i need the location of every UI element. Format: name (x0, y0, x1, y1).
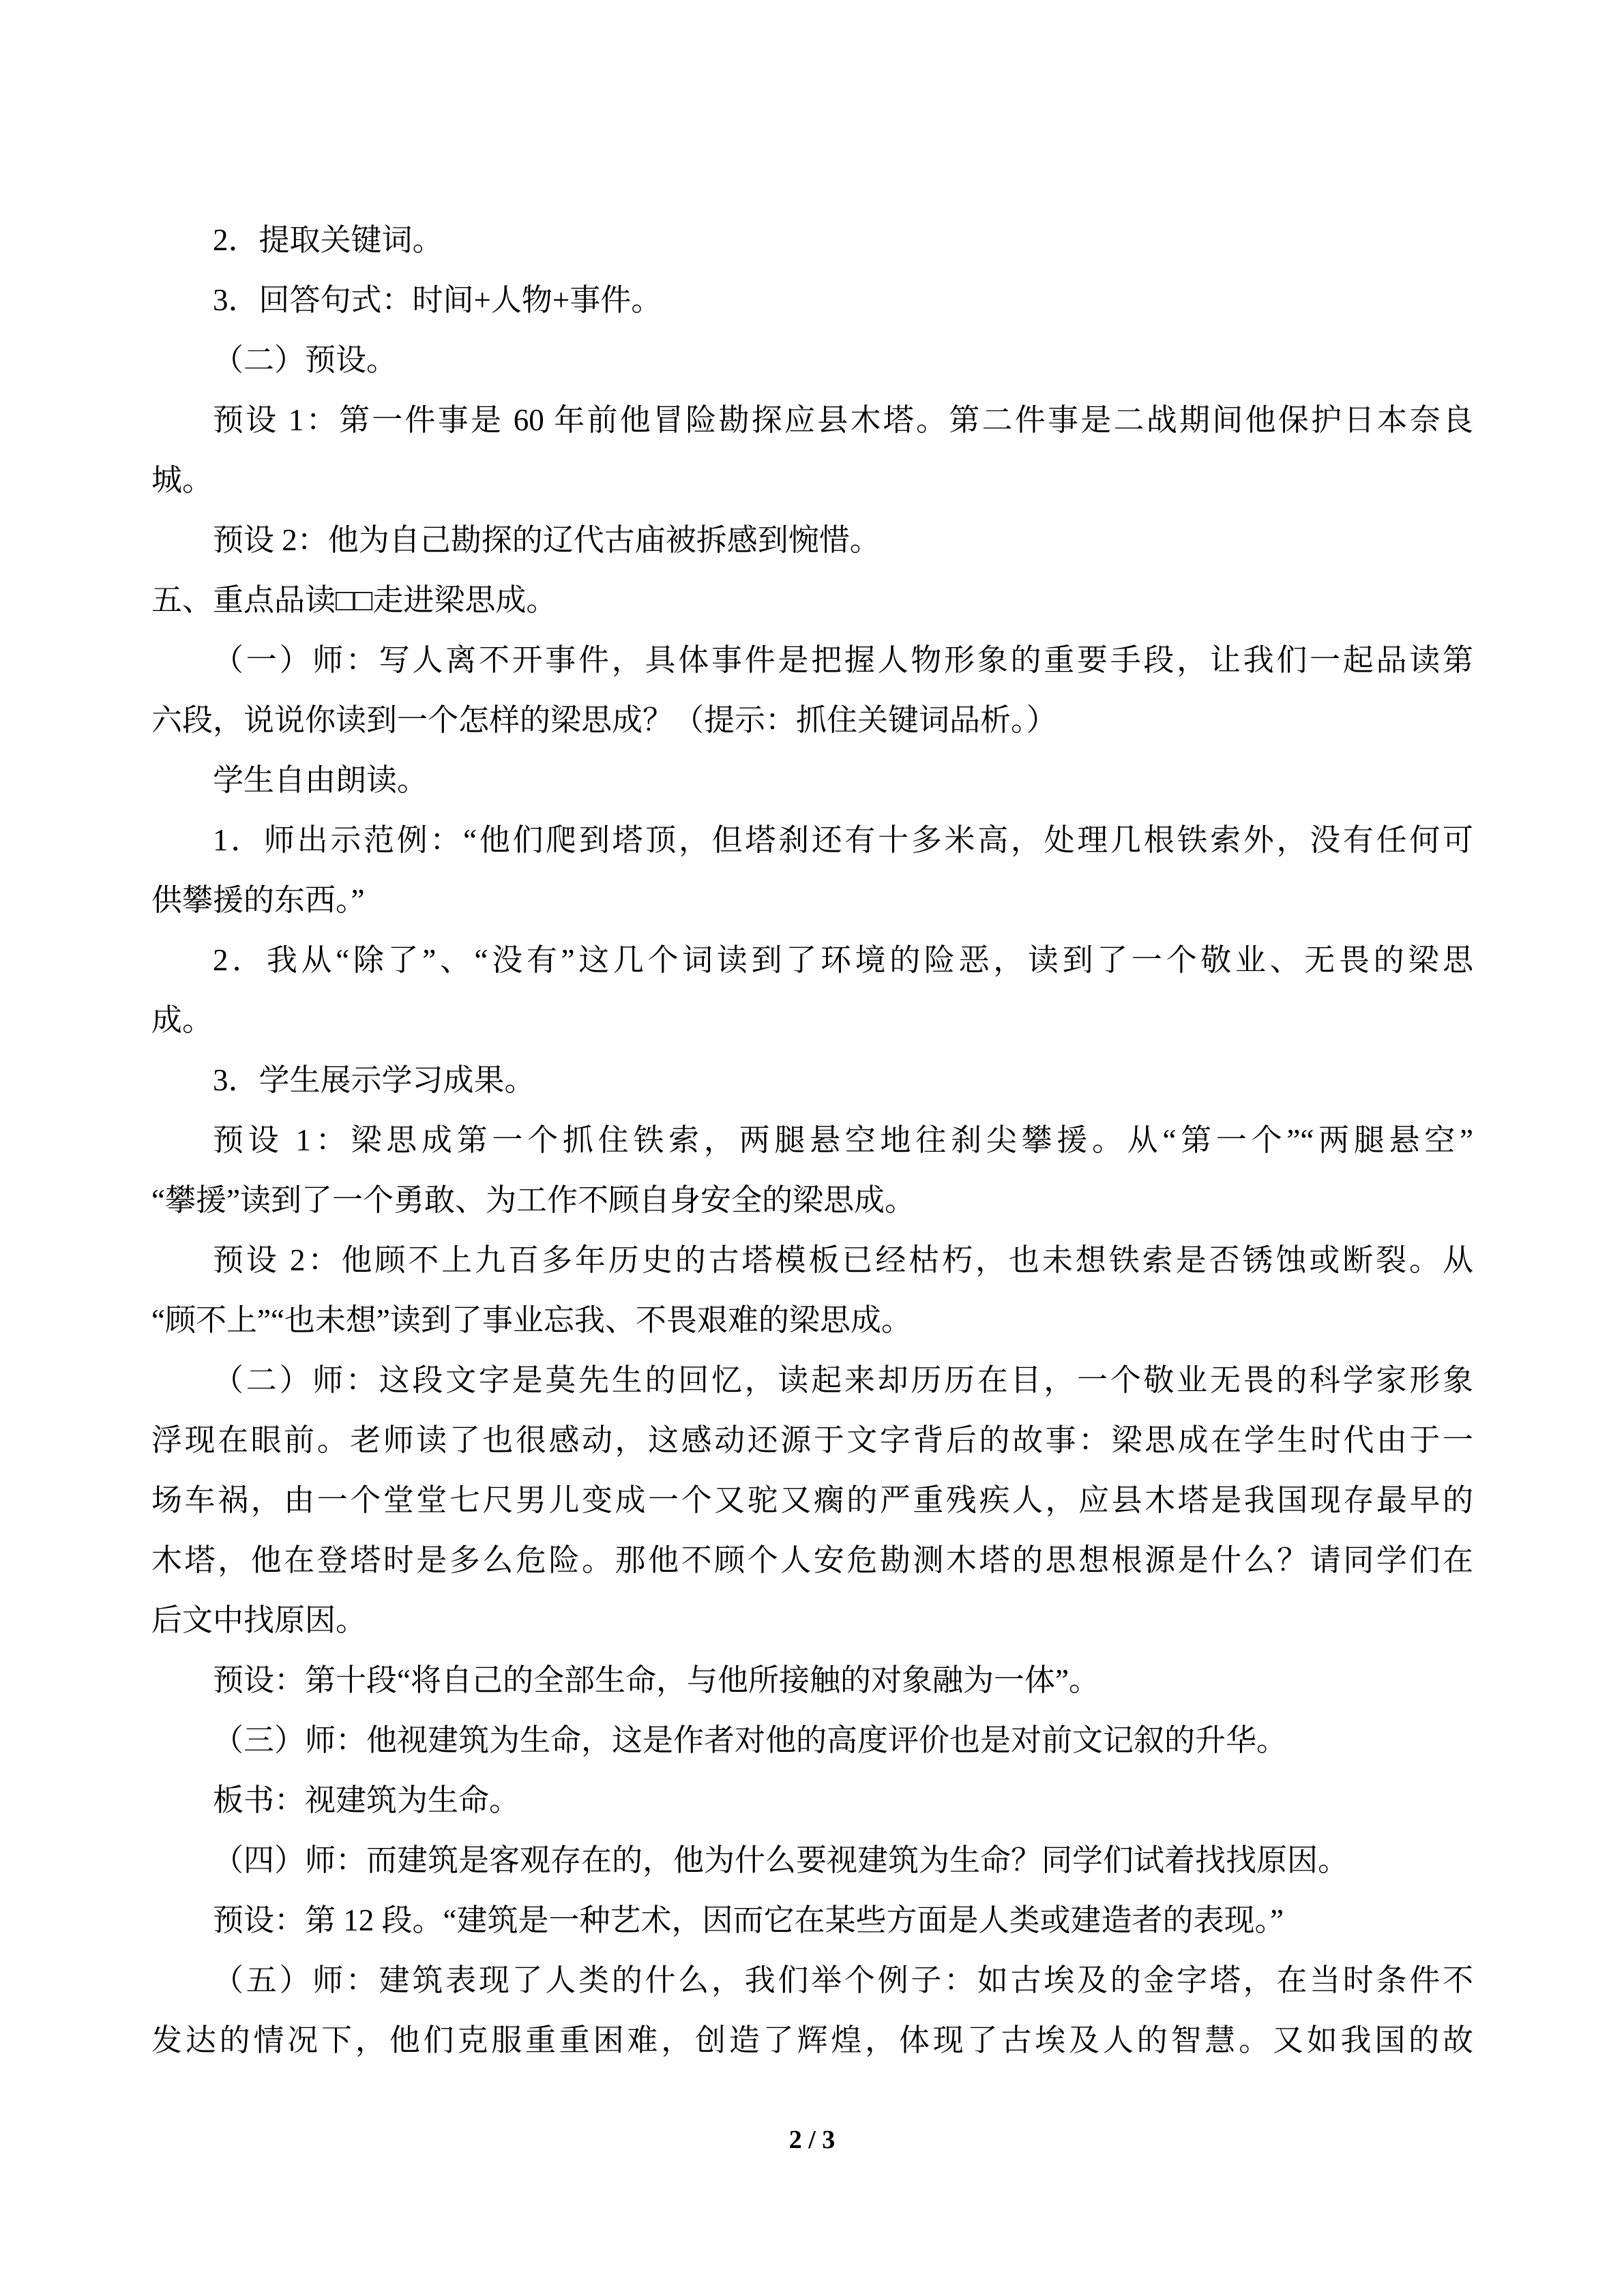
text-line: 学生自由朗读。 (213, 763, 428, 797)
text-line: 预设：第十段“将自己的全部生命，与他所接触的对象融为一体”。 (213, 1663, 1099, 1697)
text-line: 六段，说说你读到一个怎样的梁思成？（提示：抓住关键词品析。） (151, 703, 1057, 737)
text-line: （一）师：写人离不开事件，具体事件是把握人物形象的重要手段，让我们一起品读第 (213, 643, 1473, 677)
text-line: 浮现在眼前。老师读了也很感动，这感动还源于文字背后的故事：梁思成在学生时代由于一 (151, 1423, 1473, 1457)
text-line: 供攀援的东西。” (151, 883, 365, 917)
text-line: 2．我从“除了”、“没有”这几个词读到了环境的险恶，读到了一个敬业、无畏的梁思 (213, 943, 1473, 977)
text-line: （四）师：而建筑是客观存在的，他为什么要视建筑为生命？同学们试着找找原因。 (213, 1843, 1349, 1877)
text-line: 发达的情况下，他们克服重重困难，创造了辉煌，体现了古埃及人的智慧。又如我国的故 (151, 2023, 1473, 2057)
text-line: 预设：第 12 段。“建筑是一种艺术，因而它在某些方面是人类或建造者的表现。” (213, 1903, 1284, 1937)
text-line: 场车祸，由一个堂堂七尺男儿变成一个又驼又瘸的严重残疾人，应县木塔是我国现存最早的 (151, 1483, 1473, 1517)
text-line: 后文中找原因。 (151, 1603, 367, 1637)
text-line: 3．学生展示学习成果。 (213, 1063, 535, 1097)
text-line: 预设 1：梁思成第一个抓住铁索，两腿悬空地往刹尖攀援。从“第一个”“两腿悬空” (213, 1123, 1473, 1157)
text-line: 1．师出示范例：“他们爬到塔顶，但塔刹还有十多米高，处理几根铁索外，没有任何可 (213, 823, 1473, 857)
text-line: （五）师：建筑表现了人类的什么，我们举个例子：如古埃及的金字塔，在当时条件不 (213, 1963, 1473, 1997)
text-line: （二）预设。 (213, 343, 398, 377)
text-line: “顾不上”“也未想”读到了事业忘我、不畏艰难的梁思成。 (151, 1303, 912, 1337)
text-line: 预设 1：第一件事是 60 年前他冒险勘探应县木塔。第二件事是二战期间他保护日本奈良 (213, 403, 1473, 437)
text-line: （三）师：他视建筑为生命，这是作者对他的高度评价也是对前文记叙的升华。 (213, 1723, 1288, 1757)
text-line: （二）师：这段文字是莫先生的回忆，读起来却历历在目，一个敬业无畏的科学家形象 (213, 1363, 1473, 1397)
text-line: 五、重点品读□□走进梁思成。 (151, 583, 557, 617)
text-line: 成。 (151, 1003, 213, 1037)
document-body (151, 210, 1473, 2070)
text-line: 3．回答句式：时间+人物+事件。 (213, 283, 662, 317)
text-line: 板书：视建筑为生命。 (213, 1783, 520, 1817)
text-line: 木塔，他在登塔时是多么危险。那他不顾个人安危勘测木塔的思想根源是什么？请同学们在 (151, 1543, 1473, 1577)
text-line: 预设 2：他为自己勘探的辽代古庙被拆感到惋惜。 (213, 523, 881, 557)
text-line: 城。 (151, 463, 213, 497)
text-line: 2．提取关键词。 (213, 223, 443, 257)
text-line: “攀援”读到了一个勇敢、为工作不顾自身安全的梁思成。 (151, 1183, 915, 1217)
text-line: 预设 2：他顾不上九百多年历史的古塔模板已经枯朽，也未想铁索是否锈蚀或断裂。从 (213, 1243, 1473, 1277)
page-number: 2 / 3 (788, 2126, 836, 2154)
